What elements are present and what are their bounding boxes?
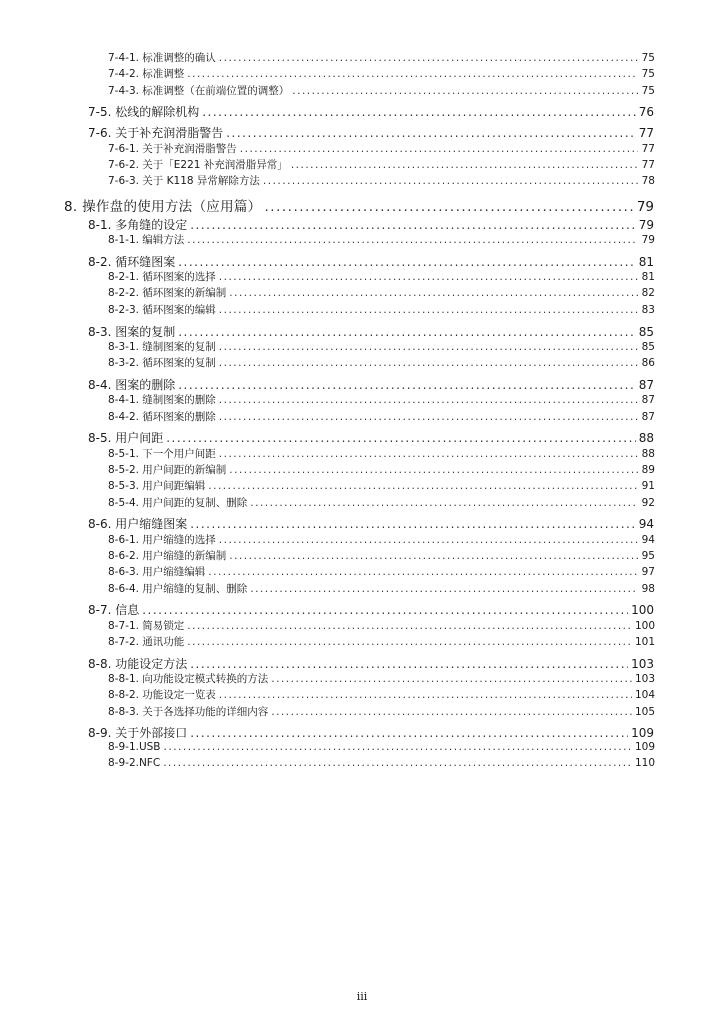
- toc-entry-page: 77: [641, 158, 655, 171]
- toc-entry-page: 87: [638, 377, 654, 392]
- toc-entry-title: 8-2-3. 循环图案的编辑: [108, 303, 216, 316]
- toc-entry-level-3[interactable]: [108, 141, 655, 156]
- toc-dot-leader: [219, 304, 638, 316]
- toc-entry-level-2[interactable]: [88, 376, 654, 393]
- toc-entry-level-3[interactable]: [108, 50, 655, 65]
- toc-entry-page: 75: [641, 68, 655, 81]
- toc-dot-leader: [250, 497, 638, 509]
- toc-entry-level-3[interactable]: [108, 564, 655, 579]
- toc-entry-title: 8-1. 多角缝的设定: [88, 217, 188, 232]
- toc-entry-level-3[interactable]: [108, 269, 655, 284]
- toc-entry-title: 8-6-2. 用户缩缝的新编制: [108, 549, 227, 562]
- toc-dot-leader: [190, 657, 628, 671]
- toc-entry-title: 8-8. 功能设定方法: [88, 656, 188, 671]
- toc-entry-page: 101: [634, 635, 655, 648]
- toc-entry-page: 87: [641, 394, 655, 407]
- toc-entry-title: 8-7-2. 通讯功能: [108, 635, 185, 648]
- toc-dot-leader: [219, 394, 638, 406]
- toc-entry-level-2[interactable]: [88, 216, 654, 233]
- toc-entry-level-3[interactable]: [108, 157, 655, 172]
- toc-entry-title: 8-2. 循环缝图案: [88, 254, 176, 269]
- toc-entry-page: 87: [641, 410, 655, 423]
- toc-entry-level-2[interactable]: [88, 601, 654, 618]
- toc-entry-page: 94: [641, 533, 655, 546]
- toc-entry-page: 88: [641, 447, 655, 460]
- toc-entry-title: 7-6-1. 关于补充润滑脂警告: [108, 142, 237, 155]
- toc-entry-title: 8-5. 用户间距: [88, 431, 164, 446]
- toc-entry-title: 8-7. 信息: [88, 603, 140, 618]
- page-number: iii: [356, 990, 368, 1003]
- toc-entry-level-3[interactable]: [108, 634, 655, 649]
- toc-entry-title: 8-2-2. 循环图案的新编制: [108, 287, 227, 300]
- toc-entry-page: 81: [641, 271, 655, 284]
- toc-dot-leader: [142, 603, 628, 617]
- toc-entry-title: 8-6-4. 用户缩缝的复制、删除: [108, 582, 248, 595]
- toc-entry-level-3[interactable]: [108, 355, 655, 370]
- toc-entry-page: 89: [641, 463, 655, 476]
- toc-entry-title: 8-9-2.NFC: [108, 757, 161, 769]
- toc-dot-leader: [208, 566, 638, 578]
- toc-entry-title: 8-6. 用户缩缝图案: [88, 517, 188, 532]
- toc-entry-level-2[interactable]: [88, 323, 654, 340]
- toc-entry-level-3[interactable]: [108, 83, 655, 98]
- toc-dot-leader: [291, 159, 638, 171]
- toc-entry-level-2[interactable]: [88, 724, 654, 741]
- toc-entry-title: 8-4-2. 循环图案的删除: [108, 410, 216, 423]
- toc-dot-leader: [219, 341, 638, 353]
- toc-entry-page: 75: [641, 84, 655, 97]
- toc-dot-leader: [190, 726, 628, 740]
- toc-entry-title: 8-9. 关于外部接口: [88, 726, 188, 741]
- toc-entry-page: 109: [631, 726, 654, 741]
- toc-dot-leader: [187, 636, 632, 648]
- toc-dot-leader: [229, 464, 638, 476]
- toc-entry-title: 8-7-1. 简易锁定: [108, 619, 185, 632]
- toc-entry-level-1[interactable]: [64, 195, 654, 215]
- toc-dot-leader: [263, 175, 638, 187]
- toc-entry-page: 94: [638, 517, 654, 532]
- toc-entry-page: 85: [638, 324, 654, 339]
- toc-entry-page: 88: [638, 431, 654, 446]
- toc-dot-leader: [208, 480, 638, 492]
- toc-entry-page: 91: [641, 480, 655, 493]
- toc-entry-level-3[interactable]: [108, 532, 655, 547]
- toc-entry-page: 95: [641, 549, 655, 562]
- toc-entry-page: 79: [638, 217, 654, 232]
- toc-entry-level-3[interactable]: [108, 581, 655, 596]
- toc-dot-leader: [219, 271, 638, 283]
- toc-entry-level-3[interactable]: [108, 302, 655, 317]
- toc-entry-page: 79: [636, 198, 654, 215]
- toc-dot-leader: [219, 534, 638, 546]
- toc-entry-page: 81: [638, 254, 654, 269]
- toc-entry-title: 8-3. 图案的复制: [88, 324, 176, 339]
- toc-entry-title: 8-6-1. 用户缩缝的选择: [108, 533, 216, 546]
- toc-dot-leader: [229, 287, 638, 299]
- toc-dot-leader: [178, 325, 635, 339]
- toc-entry-page: 83: [641, 303, 655, 316]
- toc-entry-level-3[interactable]: [108, 757, 655, 769]
- toc-dot-leader: [219, 357, 638, 369]
- toc-entry-title: 8-4. 图案的删除: [88, 377, 176, 392]
- toc-entry-level-2[interactable]: [88, 103, 654, 120]
- toc-entry-page: 77: [641, 142, 655, 155]
- toc-entry-title: 8. 操作盘的使用方法（应用篇）: [64, 198, 262, 215]
- toc-entry-level-3[interactable]: [108, 548, 655, 563]
- toc-entry-level-3[interactable]: [108, 478, 655, 493]
- toc-dot-leader: [178, 378, 635, 392]
- toc-entry-page: 103: [631, 656, 654, 671]
- toc-entry-page: 85: [641, 340, 655, 353]
- toc-entry-level-2[interactable]: [88, 655, 654, 672]
- toc-entry-title: 8-8-3. 关于各选择功能的详细内容: [108, 705, 269, 718]
- toc-entry-page: 79: [641, 234, 655, 246]
- toc-entry-page: 103: [634, 673, 655, 685]
- toc-entry-title: 7-4-2. 标准调整: [108, 68, 185, 81]
- toc-entry-level-2[interactable]: [88, 124, 654, 141]
- toc-entry-page: 76: [638, 105, 654, 120]
- toc-entry-level-3[interactable]: [108, 462, 655, 477]
- toc-entry-level-3[interactable]: [108, 392, 655, 407]
- toc-entry-level-3[interactable]: [108, 232, 655, 247]
- toc-entry-page: 100: [634, 619, 655, 632]
- toc-dot-leader: [166, 431, 635, 445]
- toc-dot-leader: [187, 234, 638, 246]
- toc-dot-leader: [178, 255, 635, 269]
- toc-entry-level-3[interactable]: [108, 173, 655, 188]
- toc-entry-page: 98: [641, 582, 655, 595]
- toc-dot-leader: [163, 757, 632, 769]
- toc-dot-leader: [187, 620, 632, 632]
- toc-dot-leader: [219, 689, 632, 701]
- toc-entry-level-3[interactable]: [108, 66, 655, 81]
- toc-entry-title: 8-4-1. 缝制图案的删除: [108, 394, 216, 407]
- toc-entry-title: 7-4-1. 标准调整的确认: [108, 52, 216, 64]
- toc-entry-level-3[interactable]: [108, 446, 655, 461]
- toc-entry-level-2[interactable]: [88, 515, 654, 532]
- toc-dot-leader: [292, 85, 638, 97]
- toc-entry-page: 75: [641, 52, 655, 64]
- toc-entry-title: 8-3-1. 缝制图案的复制: [108, 340, 216, 353]
- toc-dot-leader: [271, 706, 632, 718]
- toc-entry-title: 8-8-1. 向功能设定模式转换的方法: [108, 673, 269, 685]
- toc-entry-title: 7-5. 松线的解除机构: [88, 105, 200, 120]
- toc-entry-page: 78: [641, 175, 655, 188]
- toc-entry-level-2[interactable]: [88, 429, 654, 446]
- toc-entry-title: 8-3-2. 循环图案的复制: [108, 357, 216, 370]
- toc-dot-leader: [190, 218, 635, 232]
- toc-dot-leader: [190, 517, 635, 531]
- toc-entry-page: 82: [641, 287, 655, 300]
- toc-entry-title: 7-6. 关于补充润滑脂警告: [88, 126, 224, 141]
- toc-entry-page: 110: [634, 757, 655, 769]
- toc-dot-leader: [226, 126, 635, 140]
- toc-dot-leader: [229, 550, 638, 562]
- toc-entry-title: 8-5-4. 用户间距的复制、删除: [108, 496, 248, 509]
- toc-dot-leader: [187, 68, 638, 80]
- toc-dot-leader: [219, 411, 638, 423]
- toc-entry-title: 8-8-2. 功能设定一览表: [108, 689, 216, 702]
- toc-dot-leader: [240, 143, 638, 155]
- toc-dot-leader: [202, 105, 635, 119]
- toc-entry-page: 104: [634, 689, 655, 702]
- toc-entry-level-3[interactable]: [108, 618, 655, 633]
- toc-entry-page: 105: [634, 705, 655, 718]
- toc-entry-page: 97: [641, 566, 655, 579]
- toc-entry-level-3[interactable]: [108, 671, 655, 686]
- toc-entry-page: 92: [641, 496, 655, 509]
- toc-entry-title: 8-1-1. 编辑方法: [108, 234, 185, 246]
- toc-entry-level-3[interactable]: [108, 495, 655, 510]
- toc-entry-page: 86: [641, 357, 655, 370]
- toc-entry-title: 8-6-3. 用户缩缝编辑: [108, 566, 206, 579]
- toc-dot-leader: [219, 52, 638, 64]
- toc-entry-title: 7-4-3. 标准调整（在前端位置的调整）: [108, 84, 290, 97]
- toc-entry-level-3[interactable]: [108, 339, 655, 354]
- toc-dot-leader: [164, 741, 632, 753]
- toc-entry-page: 77: [638, 126, 654, 141]
- toc-entry-title: 8-5-2. 用户间距的新编制: [108, 463, 227, 476]
- toc-dot-leader: [250, 583, 638, 595]
- toc-entry-level-2[interactable]: [88, 253, 654, 270]
- toc-dot-leader: [271, 673, 632, 685]
- toc-entry-level-3[interactable]: [108, 285, 655, 300]
- toc-dot-leader: [219, 448, 638, 460]
- toc-entry-title: 7-6-3. 关于 K118 异常解除方法: [108, 175, 260, 188]
- toc-entry-title: 8-9-1.USB: [108, 740, 161, 753]
- toc-entry-level-3[interactable]: [108, 704, 655, 719]
- toc-entry-level-3[interactable]: [108, 741, 655, 753]
- toc-entry-page: 109: [634, 740, 655, 753]
- toc-entry-level-3[interactable]: [108, 409, 655, 424]
- toc-entry-page: 100: [631, 603, 654, 618]
- toc-dot-leader: [264, 199, 633, 215]
- toc-entry-level-3[interactable]: [108, 687, 655, 702]
- toc-entry-title: 8-2-1. 循环图案的选择: [108, 271, 216, 284]
- toc-entry-title: 8-5-3. 用户间距编辑: [108, 480, 206, 493]
- toc-entry-title: 8-5-1. 下一个用户间距: [108, 447, 216, 460]
- toc-entry-title: 7-6-2. 关于「E221 补充润滑脂异常」: [108, 158, 288, 171]
